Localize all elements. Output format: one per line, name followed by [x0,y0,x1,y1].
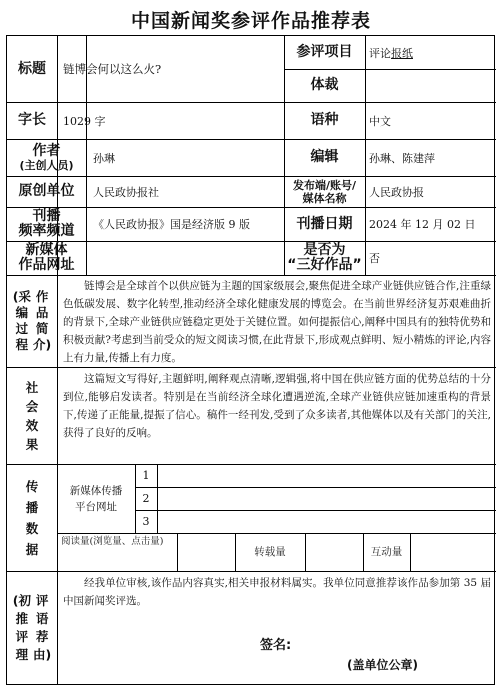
spread-label-char: 传 [25,478,39,494]
review-label-char: 评 [15,629,29,644]
category-value-plain: 评论 [369,46,391,60]
effect-label [7,367,57,464]
effect-text: 这篇短文写得好,主题鲜明,阐释观点清晰,逻辑强,将中国在供应链方面的优势总结的十分到位,能够启发读者。特别是在当前经济全球化遭遇逆流,全球产业链供应链加速重构的背景下,传递了正能量,提振了信心。稿件一经刊发,受到了众多读者,其他媒体以及有关部门的关注,获得了良好的反响。 [63,373,491,439]
process-label-char: 作 [35,289,49,304]
reposts-label: 转载量 [254,545,286,558]
origin-label: 原创单位 [18,183,75,199]
spread-label-char: 播 [25,499,39,515]
platform-row-number: 2 [142,492,150,505]
process-label-char: 程 [15,337,29,352]
channel-label-line1: 刊播 [32,208,61,224]
good-works-label-line1: 是否为 [303,242,346,258]
recommendation-form [6,35,495,685]
process-text: 链博会是全球首个以供应链为主题的国家级展会,聚焦促进全球产业链供应链合作,注重绿色低碳发展、数字化转型,推动经济全球化健康发展的博览会。在当前世界经济复苏艰难曲折的背景下,全球产业链供应链稳定更处于关键位置。如何提振信心,阐释中国具有的独特优势和积极贡献?考虑到当前受众的短文阅读习惯,在此背景下,形成观点鲜明、短小精炼的评论,内容上有力量,传播上有力度。 [63,280,491,364]
author-label-line1: 作者 [32,142,61,159]
review-label-char: 推 [15,611,29,626]
process-label-char: 简 [35,321,49,336]
review-label-char: 语 [35,611,49,626]
title-value: 链博会何以这么火? [63,62,162,76]
process-label-char: 编 [15,305,29,320]
process-label-char: (采 [12,289,31,304]
col-divider [57,571,58,685]
category-value [365,36,496,69]
process-label [7,275,57,367]
review-label-char: 荐 [35,629,49,644]
review-label [7,571,57,685]
spread-label-char: 数 [25,520,39,536]
effect-label-char: 效 [25,417,39,433]
seal-label: (盖单位公章) [347,658,418,672]
publisher-label-line1: 发布端/账号/ [292,178,357,192]
channel-label-line2: 频率频道 [18,223,75,239]
url-label-line1: 新媒体 [25,242,68,258]
language-label: 语种 [310,112,339,128]
channel-value: 《人民政协报》国是经济版 9 版 [93,218,250,231]
title-label: 标题 [18,60,46,77]
review-label-char: 理 [15,647,29,662]
reads-label: 阅读量(浏览量、点击量) [61,536,164,547]
author-value: 孙琳 [93,151,115,165]
author-label [7,139,86,176]
review-label-char: (初 [12,593,31,608]
process-label-char: 介) [33,337,52,352]
page-title: 中国新闻奖参评作品推荐表 [130,10,371,32]
process-label-char: 品 [35,305,49,320]
good-works-value: 否 [369,252,380,265]
length-label: 字长 [18,112,46,128]
row-divider [7,275,496,276]
interactions-label: 互动量 [370,545,403,558]
date-label: 刊播日期 [296,215,353,232]
review-text: 经我单位审核,该作品内容真实,相关申报材料属实。我单位同意推荐该作品参加第 35 届中国新闻奖评选。 [63,577,491,607]
signature-label: 签名: [260,638,292,653]
effect-label-char: 会 [25,398,39,414]
process-label-char: 过 [15,321,29,336]
col-divider [410,533,411,571]
platform-row-number: 3 [142,515,150,528]
category-label: 参评项目 [296,44,353,60]
url-label-line2: 作品网址 [18,257,75,273]
origin-value: 人民政协报社 [93,185,159,199]
channel-label [7,207,86,241]
platform-url-label [57,464,135,533]
col-divider [305,533,306,571]
language-value: 中文 [369,114,391,128]
good-works-label [284,241,365,275]
effect-label-char: 果 [25,436,39,452]
genre-label: 体裁 [310,77,339,93]
url-label [7,241,86,275]
editor-value: 孙琳、陈建萍 [369,151,435,165]
publisher-value: 人民政协报 [369,185,424,199]
author-label-line2: (主创人员) [19,158,74,172]
genre-value [365,69,496,102]
row-divider [135,510,496,511]
editor-label: 编辑 [310,149,339,165]
category-value-underlined: 报纸 [391,46,413,60]
platform-url-label-line2: 平台网址 [75,500,117,513]
publisher-label-line2: 媒体名称 [302,191,347,205]
row-divider [7,367,496,368]
row-divider [7,571,496,572]
spread-label-char: 据 [25,541,39,557]
good-works-label-line2: “三好作品” [287,257,362,273]
length-value: 1029 字 [63,114,106,128]
review-label-char: 评 [35,593,49,608]
platform-url-label-line1: 新媒体传播 [69,484,123,497]
review-label-char: 由) [33,647,52,662]
url-value [86,241,284,275]
row-divider [135,487,496,488]
platform-row-number: 1 [142,469,150,482]
col-divider [157,464,158,533]
date-value: 2024 年 12 月 02 日 [369,218,476,231]
spread-label [7,464,57,571]
publisher-label [284,176,365,207]
col-divider [177,533,178,571]
effect-label-char: 社 [25,379,39,395]
